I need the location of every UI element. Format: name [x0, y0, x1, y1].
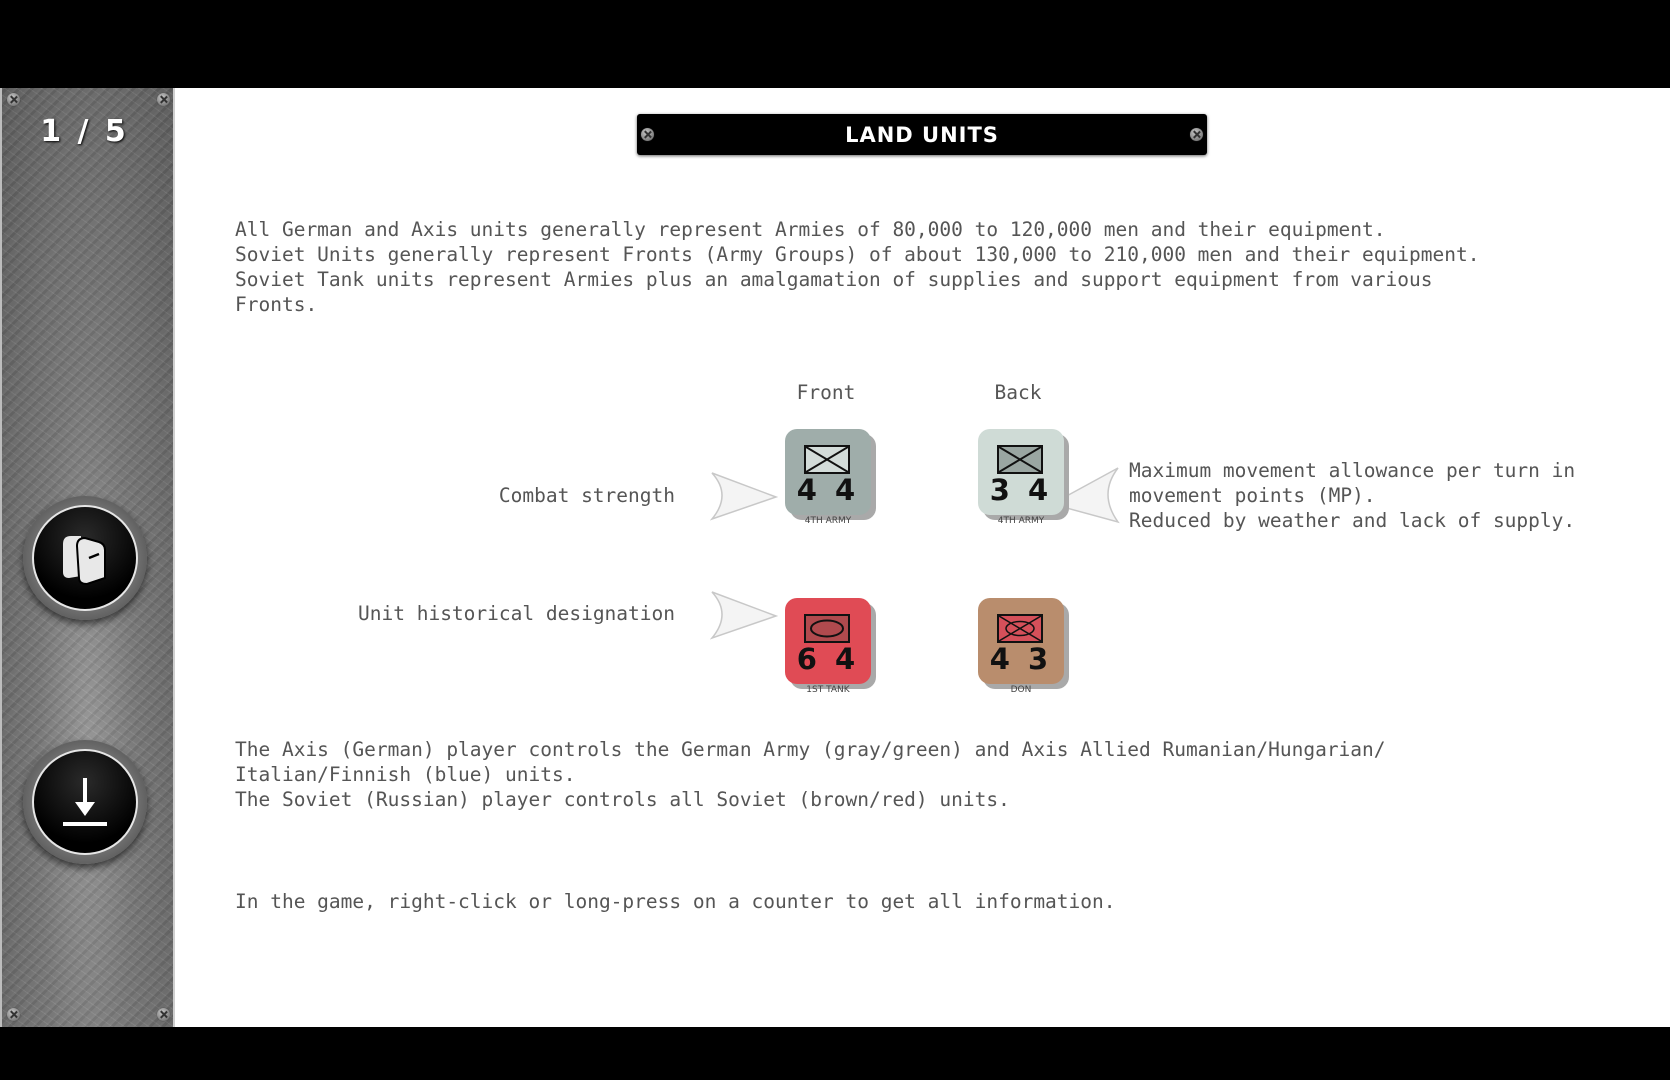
intro-line: Fronts.: [235, 293, 318, 316]
counter-values: 6 4: [796, 642, 860, 676]
movement-line: Maximum movement allowance per turn in: [1129, 459, 1576, 482]
download-button[interactable]: [23, 740, 147, 864]
top-black-bar: [0, 0, 1670, 88]
screw-icon: [641, 128, 654, 141]
pointer-arrow-icon: [710, 590, 780, 640]
counter-values: 4 3: [989, 642, 1053, 676]
historical-designation-label: Unit historical designation: [358, 602, 675, 625]
unit-counter-front-1st-tank[interactable]: [785, 598, 871, 695]
control-line: Italian/Finnish (blue) units.: [235, 763, 576, 786]
page-indicator: 1 / 5: [40, 114, 129, 149]
column-back: Back: [994, 381, 1042, 404]
sidebar: [0, 88, 175, 1027]
counter-designation: 1ST TANK: [806, 685, 850, 695]
infantry-symbol-icon: [804, 445, 850, 474]
mech-infantry-symbol-icon: [997, 614, 1043, 643]
tip-text: In the game, right-click or long-press on a counter to get all information.: [235, 890, 1116, 913]
intro-line: All German and Axis units generally represent Armies of 80,000 to 120,000 men and their equipment.: [235, 218, 1386, 241]
counter-values: 3 4: [989, 473, 1053, 507]
unit-counter-back-4th-army[interactable]: [978, 429, 1064, 526]
armor-symbol-icon: [804, 614, 850, 643]
intro-line: Soviet Tank units represent Armies plus an amalgamation of supplies and support equipment from various: [235, 268, 1433, 291]
counter-designation: 4TH ARMY: [997, 516, 1045, 526]
page-title: LAND UNITS: [845, 122, 999, 147]
screw-icon: [157, 1008, 170, 1021]
screw-icon: [7, 1008, 20, 1021]
pointer-arrow-icon: [710, 471, 780, 521]
bottom-black-bar: [0, 1027, 1670, 1080]
screw-icon: [1190, 128, 1203, 141]
infantry-symbol-icon: [997, 445, 1043, 474]
control-line: The Axis (German) player controls the German Army (gray/green) and Axis Allied Rumanian/Hungarian/: [235, 738, 1386, 761]
counter-designation: 4TH ARMY: [804, 516, 852, 526]
counter-designation: DON: [1010, 685, 1032, 695]
intro-line: Soviet Units generally represent Fronts (Army Groups) of about 130,000 to 210,000 men and their equipment.: [235, 243, 1480, 266]
unit-counter-front-4th-army[interactable]: [785, 429, 871, 526]
tutorial-page: [0, 88, 1670, 1027]
combat-strength-label: Combat strength: [498, 484, 675, 507]
screw-icon: [7, 93, 20, 106]
library-button[interactable]: [23, 496, 147, 620]
books-icon: [55, 528, 115, 588]
unit-counter-back-don[interactable]: [978, 598, 1064, 695]
control-line: The Soviet (Russian) player controls all Soviet (brown/red) units.: [235, 788, 1010, 811]
screw-icon: [157, 93, 170, 106]
download-icon: [55, 772, 115, 832]
movement-line: movement points (MP).: [1129, 484, 1376, 507]
movement-line: Reduced by weather and lack of supply.: [1129, 509, 1576, 532]
column-front: Front: [796, 381, 856, 404]
counter-values: 4 4: [796, 473, 860, 507]
page-title-bar: [637, 114, 1207, 155]
